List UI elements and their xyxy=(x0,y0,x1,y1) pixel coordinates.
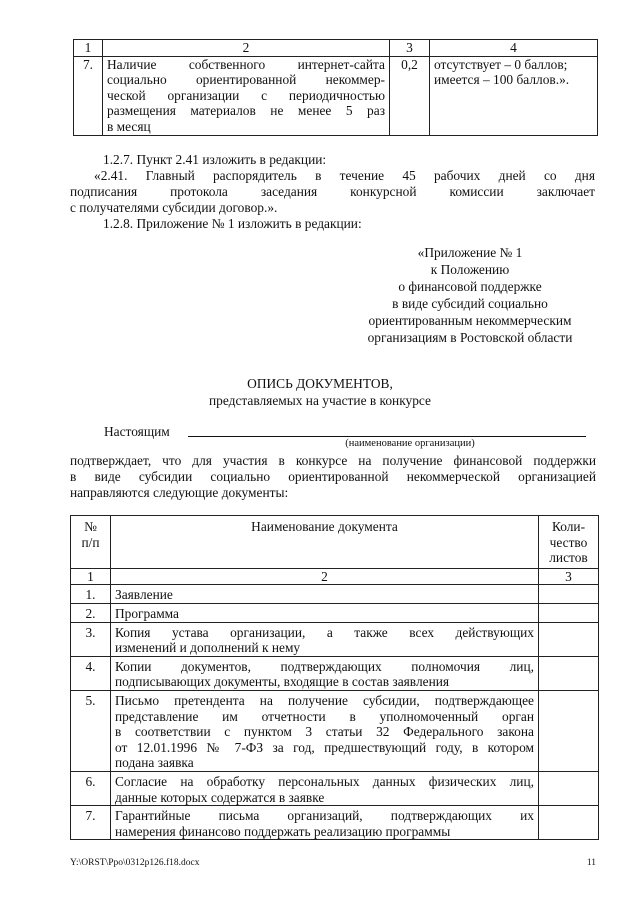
row-sheet-count xyxy=(539,656,599,690)
col-number: 3 xyxy=(539,568,599,585)
intro-line: в виде субсидии социально ориентированной некоммерческой организацией xyxy=(70,469,596,484)
intro-lead: Настоящим xyxy=(104,424,170,439)
appendix-line: в виде субсидий социально xyxy=(392,296,548,311)
row-document-line: подана заявка xyxy=(115,755,194,771)
criteria-table-header-row xyxy=(74,40,598,57)
table-row xyxy=(71,603,599,622)
intro-line: направляются следующие документы: xyxy=(70,485,289,500)
row-document: Программа xyxy=(111,603,539,622)
row-sheet-count xyxy=(539,585,599,604)
documents-col-numbers-row xyxy=(71,568,599,585)
criteria-row-number: 7. xyxy=(74,56,103,135)
row-document xyxy=(111,806,539,840)
row-document-line: Письмо претендента на получение субсидии, подтверждающее xyxy=(115,692,534,708)
criteria-col-number: 2 xyxy=(103,40,390,57)
row-document-line: изменений и дополнений к нему xyxy=(115,640,301,656)
row-document-line: Гарантийные письма организаций, подтверждающих их xyxy=(115,808,534,824)
criteria-table-row xyxy=(74,56,598,135)
criteria-line: Наличие собственного интернет-сайта xyxy=(107,56,385,72)
criteria-line: в месяц xyxy=(107,118,151,134)
criteria-coefficient: 0,2 xyxy=(390,56,430,135)
row-document-line: данные которых содержатся в заявке xyxy=(115,789,325,805)
row-number: 2. xyxy=(71,603,111,622)
header-count-line: листов xyxy=(549,550,588,566)
row-document-line: в соответствии с пунктом 3 статьи 32 Федерального закона xyxy=(115,724,534,740)
criteria-col-number: 4 xyxy=(430,40,598,57)
table-row xyxy=(71,622,599,656)
col-number: 2 xyxy=(111,568,539,585)
row-document-line: намерения финансово поддержать реализацию программы xyxy=(115,823,451,839)
table-row xyxy=(71,585,599,604)
criteria-table xyxy=(73,39,598,136)
criteria-line: ческой организации с периодичностью xyxy=(107,87,385,103)
row-document-line: подписывающих документы, входящие в состав заявления xyxy=(115,674,450,690)
paragraph-2-41-line: с получателями субсидии договор.». xyxy=(70,200,278,215)
appendix-line: «Приложение № 1 xyxy=(417,245,523,260)
document-title: ОПИСЬ ДОКУМЕНТОВ, xyxy=(247,376,393,391)
row-sheet-count xyxy=(539,771,599,805)
col-number: 1 xyxy=(71,568,111,585)
row-document xyxy=(111,622,539,656)
row-number: 6. xyxy=(71,771,111,805)
row-sheet-count xyxy=(539,690,599,771)
row-number: 5. xyxy=(71,690,111,771)
paragraph-2-41-line: «2.41. Главный распорядитель в течение 45 рабочих дней со дня xyxy=(94,168,595,183)
row-document-line: Копии документов, подтверждающих полномочия лиц, xyxy=(115,658,534,674)
footer-file-path: Y:\ORST\Ppo\0312p126.f18.docx xyxy=(70,858,200,868)
criteria-col-number: 1 xyxy=(74,40,103,57)
criteria-line: размещения материалов не менее 5 раз xyxy=(107,103,385,119)
table-row xyxy=(71,656,599,690)
row-number: 7. xyxy=(71,806,111,840)
organization-name-hint: (наименование организации) xyxy=(345,438,475,449)
row-document-line: Согласие на обработку персональных данных физических лиц, xyxy=(115,773,534,789)
header-sheet-count xyxy=(539,516,599,569)
row-document xyxy=(111,656,539,690)
row-document: Заявление xyxy=(111,585,539,604)
header-number xyxy=(71,516,111,569)
intro-line: подтверждает, что для участия в конкурсе на получение финансовой поддержки xyxy=(70,453,596,468)
row-document xyxy=(111,771,539,805)
header-count-line: чество xyxy=(549,534,588,550)
row-document xyxy=(111,690,539,771)
documents-table xyxy=(70,515,599,840)
organization-name-line xyxy=(188,436,586,437)
header-number-line: № xyxy=(84,519,97,534)
criteria-col-number: 3 xyxy=(390,40,430,57)
criteria-scoring xyxy=(430,56,598,135)
header-number-line: п/п xyxy=(81,534,100,550)
row-number: 4. xyxy=(71,656,111,690)
appendix-heading xyxy=(345,244,595,346)
appendix-line: к Положению xyxy=(430,262,510,277)
row-document-line: Копия устава организации, а также всех действующих xyxy=(115,624,534,640)
row-number: 3. xyxy=(71,622,111,656)
table-row xyxy=(71,771,599,805)
header-count-line: Коли- xyxy=(551,519,586,534)
documents-table-header-row xyxy=(71,516,599,569)
criteria-line: социально ориентированной некоммер- xyxy=(107,72,385,88)
criteria-scoring-line: имеется – 100 баллов.». xyxy=(434,72,570,88)
row-number: 1. xyxy=(71,585,111,604)
row-sheet-count xyxy=(539,603,599,622)
footer-page-number: 11 xyxy=(586,858,596,868)
paragraph-2-41-line: подписания протокола заседания конкурсной комиссии заключает xyxy=(70,184,595,199)
document-subtitle: представляемых на участие в конкурсе xyxy=(209,393,431,408)
paragraph-1-2-7: 1.2.7. Пункт 2.41 изложить в редакции: xyxy=(103,152,327,167)
row-document-line: представление им отчетности в уполномоченный орган xyxy=(115,708,534,724)
paragraph-1-2-8: 1.2.8. Приложение № 1 изложить в редакции: xyxy=(103,216,362,231)
header-document-name: Наименование документа xyxy=(111,516,539,569)
appendix-line: ориентированным некоммерческим xyxy=(368,313,572,328)
appendix-line: о финансовой поддержке xyxy=(398,279,542,294)
table-row xyxy=(71,806,599,840)
criteria-description xyxy=(103,56,390,135)
row-sheet-count xyxy=(539,806,599,840)
table-row xyxy=(71,690,599,771)
criteria-scoring-line: отсутствует – 0 баллов; xyxy=(434,56,568,72)
appendix-line: организациям в Ростовской области xyxy=(367,330,573,345)
row-document-line: от 12.01.1996 № 7-ФЗ за год, предшествующий году, в котором xyxy=(115,739,534,755)
row-sheet-count xyxy=(539,622,599,656)
